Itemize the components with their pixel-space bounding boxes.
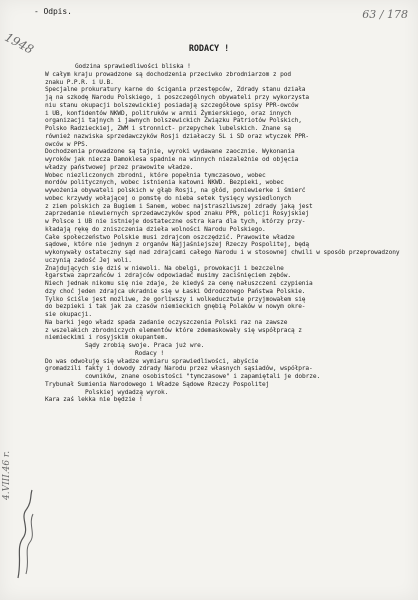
body-line: Trybunał Sumienia Narodowego i Władze Sądowe Rzeczy Pospolitej (45, 380, 270, 388)
body-line: łgarstwa zaprzańców i zdrajców odpowiadać musimy zaciśnięciem zębów. (45, 272, 291, 280)
body-line: ją na szkodę Narodu Polskiego, i poszczególnych obywateli przy wykorzysta (45, 94, 310, 101)
body-line: Rodacy ! (135, 349, 164, 357)
body-line: Na barki jego władz spada zadanie oczyszczenia Polski raz na zawsze (45, 318, 288, 326)
body-line: niemieckimi i rosyjskim okupantem. (45, 334, 168, 342)
header-label: - Odpis. (34, 7, 72, 16)
year-note: 1948 (2, 30, 36, 57)
body-line: kładają rękę do zniszczenia dzieła wolności Narodu Polskiego. (45, 225, 266, 233)
body-line: niu stanu okupacji bolszewickiej posiadają szczegółowe spisy PPR-owców (45, 101, 299, 109)
body-line: gromadzili fakty i dowody zdrady Narodu przez własnych sąsiadów, współpra- (45, 365, 313, 373)
body-line: Kara zaś lekka nie będzie ! (45, 396, 143, 404)
body-line: wykonywały ostateczny sąd nad zdrajcami całego Narodu i w stosownej chwili w sposób przeprowadzony (45, 249, 400, 256)
body-line: Polskiej wydadzą wyrok. (85, 388, 169, 396)
handwritten-signature (14, 488, 36, 580)
margin-note: 4.VIII.46 r. (2, 450, 12, 500)
body-line: wywożenia obywateli polskich w głąb Rosji, na głód, poniewierke i śmierć (45, 187, 306, 194)
body-line: w Polsce i UB nie istnieje dostateczne ostra kara dla tych, którzy przy- (45, 218, 306, 225)
body-line: wobec krzywdy wołającej o pomstę do nieba setek tysięcy wysiedlonych (45, 194, 291, 202)
body-line: z wszelakich zbrodniczych elementów które zdemaskowały się współpracą z (45, 326, 302, 334)
body-line: Wobec niezliczonych zbrodni, które popełnia tymczasowo, wobec (45, 171, 266, 179)
body-line: i UB, konfidentów NKWD, politruków w armii Żymierskiego, oraz innych (45, 109, 291, 117)
body-line: W całym kraju prowadzone są dochodzenia przeciwko zbrodniarzom z pod (45, 70, 291, 78)
body-line: znaku P.P.R. i U.B. (45, 78, 114, 86)
body-line: Znajdujących się dziś w niewoli. Na obelgi, prowokacji i bezczelne (45, 264, 284, 272)
archive-number: 63 / 178 (362, 8, 408, 21)
body-line: Dochodzenia prowadzone są tajnie, wyroki wydawane zaocznie. Wykonania (45, 148, 295, 156)
body-line: owców w PPS. (45, 140, 89, 148)
body-line: Specjalne prokuratury karne do ścigania przestępców, Zdrady stanu działa (45, 86, 306, 94)
body-line: cowników, znane osobistości "tymczasowe" i zapamiętali je dobrze. (85, 373, 321, 380)
body-line: z ziem polskich za Bugiem i Sanem, wobec najstraszliwszej zdrady jaką jest (45, 202, 313, 210)
body-line: zaprzedanie niewiernych sprzedawczyków spod znaku PPR, policji Rosyjskiej (45, 210, 310, 218)
document-body (45, 63, 399, 404)
body-line: sądowe, które nie jednym z organów Najjaśniejszej Rzeczy Pospolitej, będą (45, 241, 310, 249)
body-line: wyroków jak niecza Damoklesa spadnie na winnych niezależnie od objęcia (45, 156, 299, 163)
body-line: do bezpieki i tak jak za czasów niemieckich gnębią Polaków w nowym okre- (45, 303, 306, 311)
document-title: RODACY ! (188, 44, 230, 54)
body-line: mordów politycznych, wobec istnienia katowni NKWD. Bezpieki, wobec (45, 179, 284, 187)
body-line: sie okupacji. (45, 311, 93, 318)
body-line: Tylko ściśle jest możliwe, że gorliwszy i wolkeducztwie przyjmowałem się (45, 295, 306, 303)
body-line: dzy choć jeden zdrajca ukradnie się w Łaski Odrodzonego Państwa Polskie. (45, 287, 306, 295)
body-line: Polsko Radzieckiej, ZWM i stronnict- przepychek lubelskich. Znane są (45, 125, 291, 132)
body-line: również nazwiska sprzedawczyków Rosji działaczy SL i SD oraz wtyczek PPR- (45, 132, 310, 140)
body-line: Godzina sprawiedliwości bliska ! (75, 63, 191, 70)
body-line: Sądy zrobią swoje. Praca już wre. (85, 342, 205, 349)
body-line: Do was odwołuję się władze wymiaru sprawiedliwości, abyście (45, 357, 259, 365)
body-line: Niech jednak nikomu się nie zdaje, że kiedyś za cenę nałuszczeni czypienia (45, 280, 313, 287)
body-line: władzy państwowej przez prawowite władze. (45, 163, 194, 171)
body-line: organizacji tajnych i jawnych bolszewickich Związku Patriotów Polskich, (45, 117, 302, 125)
body-line: Całe społeczeństwo Polskie musi zdrajcom oszczędzić. Prawowite władze (45, 233, 295, 241)
body-line: uczynią zadość Jej woli. (45, 256, 132, 264)
